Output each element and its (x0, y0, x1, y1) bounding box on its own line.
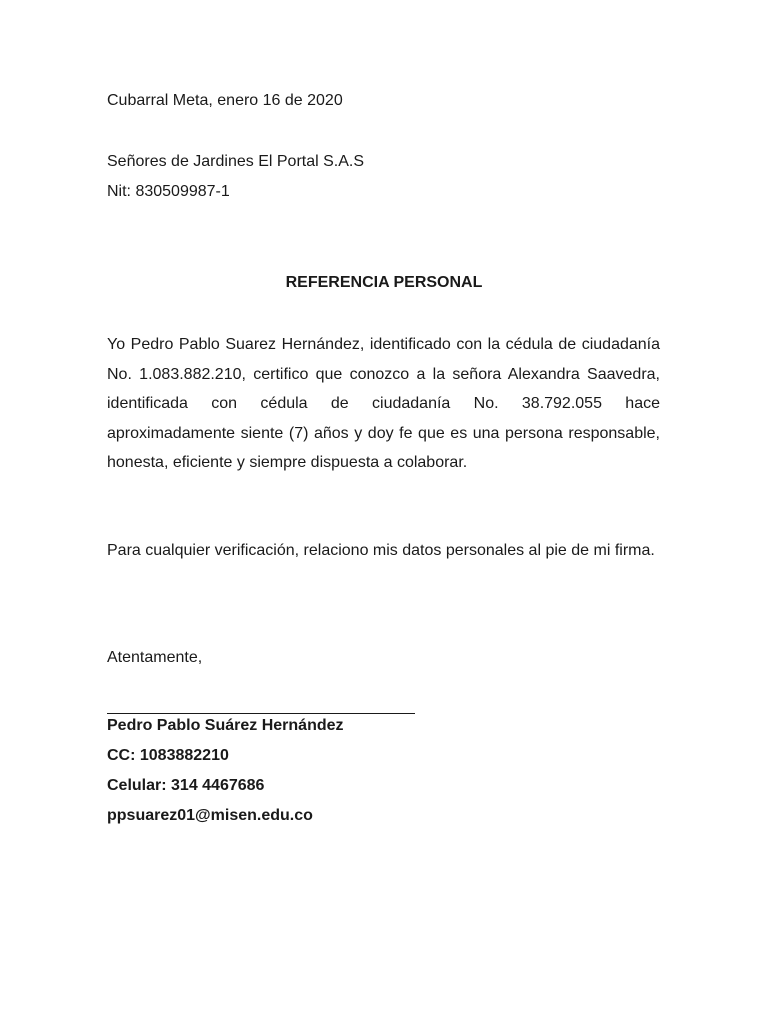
date-line: Cubarral Meta, enero 16 de 2020 (107, 92, 343, 109)
signer-cc: CC: 1083882210 (107, 747, 229, 764)
closing-line: Atentamente, (107, 649, 203, 666)
recipient-name: Señores de Jardines El Portal S.A.S (107, 153, 365, 170)
signer-email: ppsuarez01@misen.edu.co (107, 807, 313, 824)
document-title: REFERENCIA PERSONAL (285, 274, 483, 291)
verification-paragraph: Para cualquier verificación, relaciono mis datos personales al pie de mi firma. (107, 542, 655, 559)
signer-name: Pedro Pablo Suárez Hernández (107, 717, 344, 734)
signature-line (107, 713, 415, 714)
signer-phone: Celular: 314 4467686 (107, 777, 265, 794)
body-paragraph: Yo Pedro Pablo Suarez Hernández, identificado con la cédula de ciudadanía No. 1.083.882.210, certifico que conozco a la señora Alexandra Saavedra, identificada con cédula de ciudadanía No. 38.792.055 hace aproximadamente siente (7) años y doy fe que es una persona responsable, honesta, eficiente y siempre dispuesta a colaborar. (107, 336, 660, 471)
recipient-nit: Nit: 830509987-1 (107, 183, 230, 200)
